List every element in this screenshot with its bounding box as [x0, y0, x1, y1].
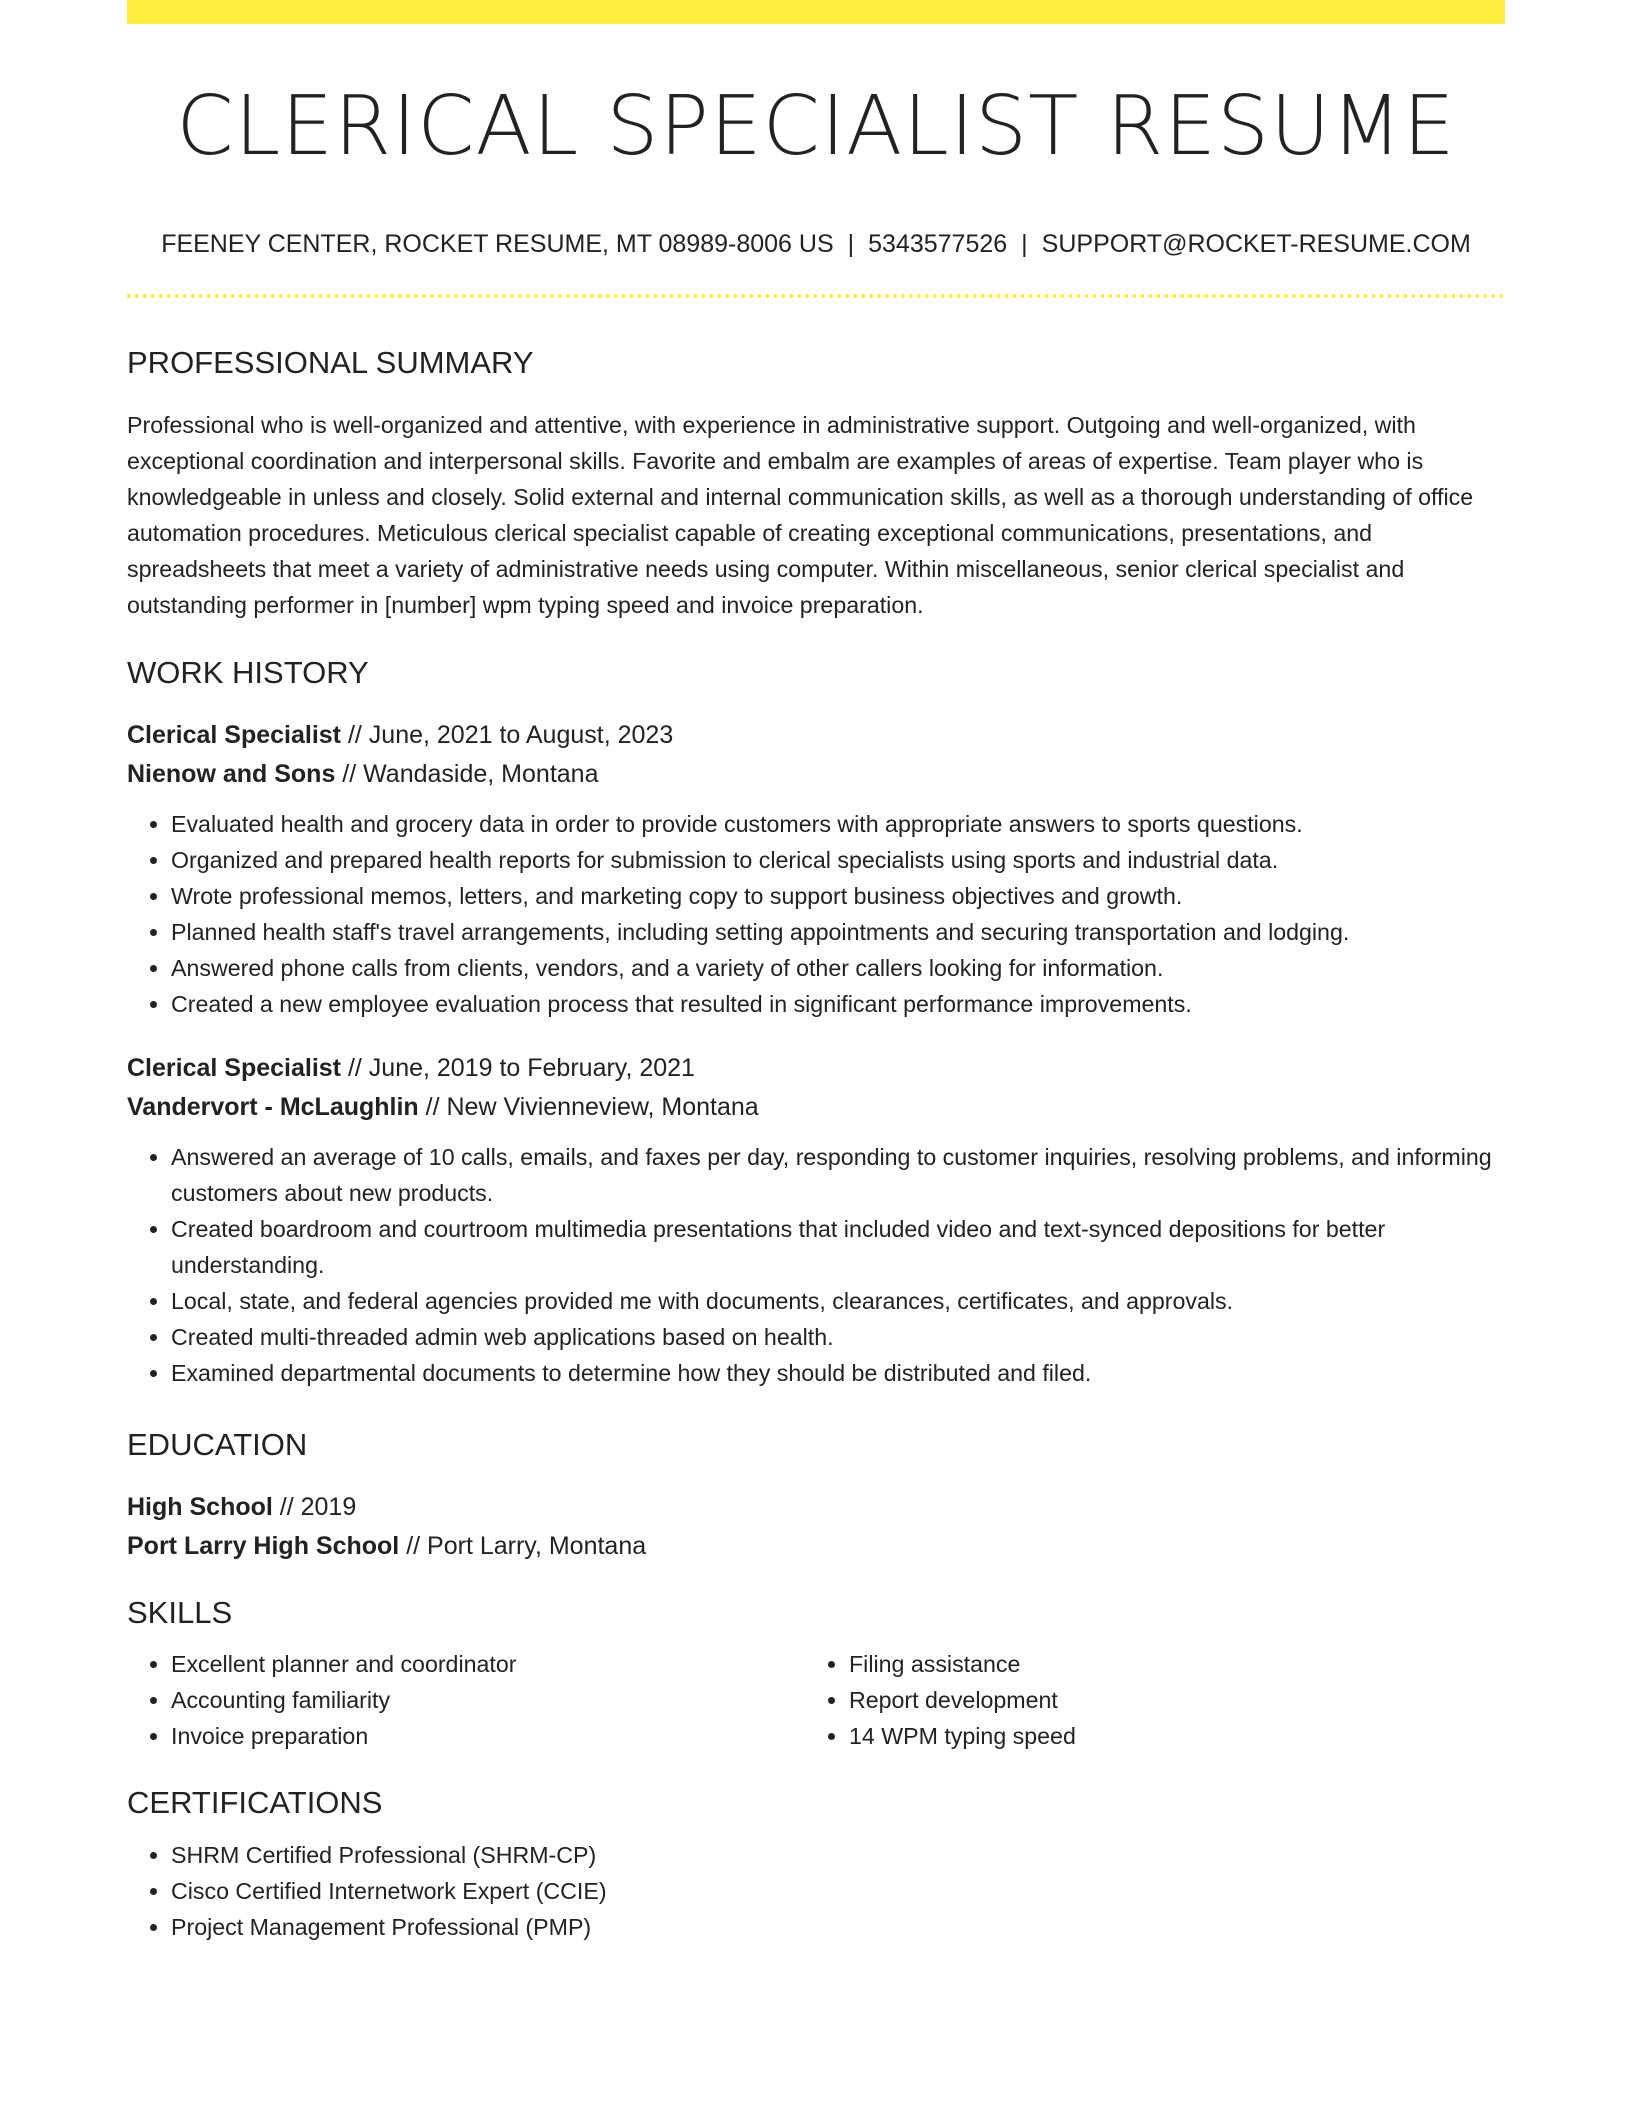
job-company-line [127, 1088, 1505, 1127]
job-title-line [127, 1049, 1505, 1088]
list-item: • Created multi-threaded admin web applications based on health. [171, 1319, 1505, 1355]
contact-phone: 5343577526 [868, 230, 1008, 259]
dotted-divider [127, 294, 1505, 298]
job-company-line [127, 755, 1505, 794]
job-bullets [127, 1139, 1505, 1391]
job-entry [127, 1049, 1505, 1391]
list-item: • Local, state, and federal agencies provided me with documents, clearances, certificates, and approvals. [171, 1283, 1505, 1319]
job-dates: // June, 2019 to February, 2021 [341, 1054, 695, 1083]
education-school-line [127, 1527, 1505, 1566]
job-entry [127, 716, 1505, 1022]
job-location: // Wandaside, Montana [335, 760, 599, 789]
skills-list [805, 1646, 1483, 1754]
contact-email: SUPPORT@ROCKET-RESUME.COM [1041, 230, 1471, 259]
list-item: • Created boardroom and courtroom multimedia presentations that included video and text-synced depositions for better understanding. [171, 1211, 1505, 1283]
resume-page [127, 0, 1505, 1945]
skills-grid [127, 1646, 1505, 1754]
education-location: // Port Larry, Montana [399, 1532, 647, 1561]
list-item: • Planned health staff's travel arrangements, including setting appointments and securing transportation and lodging. [171, 914, 1505, 950]
skills-column-left [127, 1646, 805, 1754]
list-item: • Wrote professional memos, letters, and marketing copy to support business objectives and growth. [171, 878, 1505, 914]
job-title: Clerical Specialist [127, 721, 342, 750]
skill-item: • Report development [849, 1682, 1483, 1718]
certification-item: • Project Management Professional (PMP) [171, 1909, 1505, 1945]
education-entry [127, 1488, 1505, 1566]
skills-heading: SKILLS [127, 1595, 233, 1631]
skills-list [127, 1646, 805, 1754]
education-year: // 2019 [272, 1493, 357, 1522]
contact-separator: | [847, 230, 855, 259]
job-company: Nienow and Sons [127, 760, 336, 789]
job-bullets [127, 806, 1505, 1022]
summary-heading: PROFESSIONAL SUMMARY [127, 345, 534, 381]
certification-item: • Cisco Certified Internetwork Expert (CCIE) [171, 1873, 1505, 1909]
education-degree: High School [127, 1493, 273, 1522]
resume-title: CLERICAL SPECIALIST RESUME [176, 79, 1456, 174]
job-dates: // June, 2021 to August, 2023 [341, 721, 674, 750]
list-item: • Organized and prepared health reports for submission to clerical specialists using sports and industrial data. [171, 842, 1505, 878]
certification-item: • SHRM Certified Professional (SHRM-CP) [171, 1837, 1505, 1873]
skill-item: • Excellent planner and coordinator [171, 1646, 805, 1682]
contact-separator: | [1021, 230, 1028, 259]
summary-text: Professional who is well-organized and attentive, with experience in administrative support. Outgoing and well-organized, with exceptional coordination and interpersonal skills. Favorite and embalm are examples of areas of expertise. Team player who is knowledgeable in unless and closely. Solid external and internal communication skills, as well as a thorough understanding of office automation procedures. Meticulous clerical specialist capable of creating exceptional communications, presentations, and spreadsheets that meet a variety of administrative needs using computer. Within miscellaneous, senior clerical specialist and outstanding performer in [number] wpm typing speed and invoice preparation. [127, 412, 1474, 619]
job-title-line [127, 716, 1505, 755]
skill-item: • 14 WPM typing speed [849, 1718, 1483, 1754]
list-item: • Created a new employee evaluation process that resulted in significant performance improvements. [171, 986, 1505, 1022]
contact-line [127, 232, 1505, 257]
list-item: • Evaluated health and grocery data in order to provide customers with appropriate answers to sports questions. [171, 806, 1505, 842]
work-history-heading: WORK HISTORY [127, 655, 369, 691]
education-school: Port Larry High School [127, 1532, 400, 1561]
accent-top-bar [127, 0, 1505, 24]
education-heading: EDUCATION [127, 1427, 308, 1463]
certifications-list [127, 1837, 1505, 1945]
list-item: • Answered phone calls from clients, vendors, and a variety of other callers looking for information. [171, 950, 1505, 986]
job-location: // New Vivienneview, Montana [418, 1093, 759, 1122]
list-item: • Examined departmental documents to determine how they should be distributed and filed. [171, 1355, 1505, 1391]
certifications-heading: CERTIFICATIONS [127, 1785, 383, 1821]
education-degree-line [127, 1488, 1505, 1527]
skill-item: • Invoice preparation [171, 1718, 805, 1754]
contact-address: FEENEY CENTER, ROCKET RESUME, MT 08989-8006 US [161, 230, 834, 259]
skill-item: • Filing assistance [849, 1646, 1483, 1682]
skills-column-right [805, 1646, 1483, 1754]
list-item: • Answered an average of 10 calls, emails, and faxes per day, responding to customer inquiries, resolving problems, and informing customers about new products. [171, 1139, 1505, 1211]
job-company: Vandervort - McLaughlin [127, 1093, 419, 1122]
job-title: Clerical Specialist [127, 1054, 342, 1083]
skill-item: • Accounting familiarity [171, 1682, 805, 1718]
